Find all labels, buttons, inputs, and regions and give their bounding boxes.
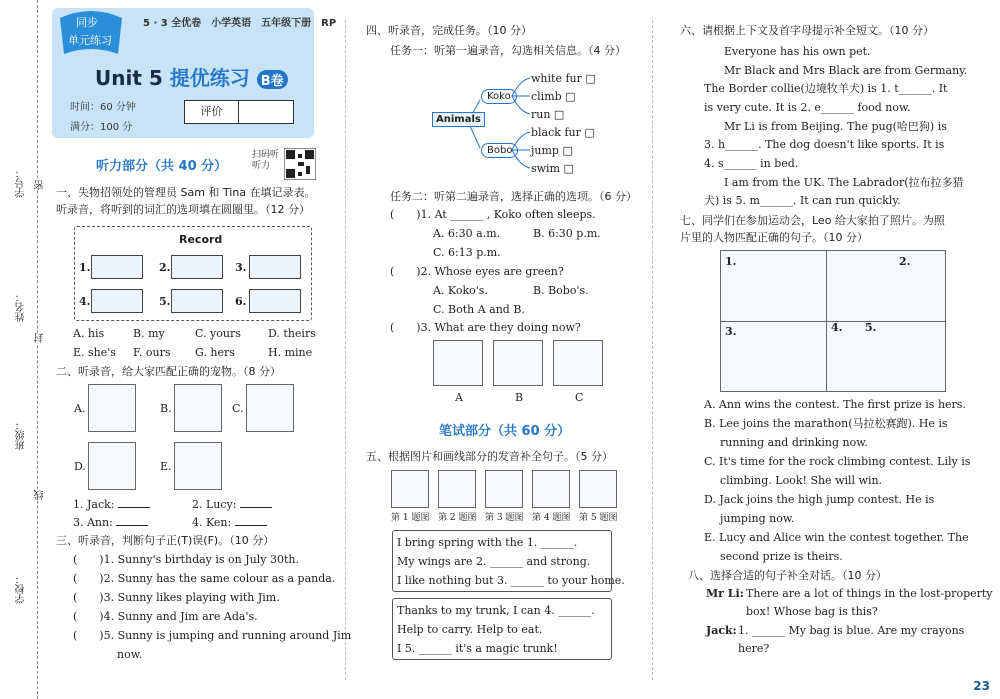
pet-label: A. [74,402,86,415]
cat-picture [174,384,222,432]
dialogue-line: box! Whose bag is this? [746,605,878,618]
animals-picture-c [553,340,603,386]
passage-line[interactable]: The Border collie(边境牧羊犬) is 1. t______. It [704,82,948,95]
column-divider [345,20,346,680]
mc-question[interactable]: ( )2. Whose eyes are green? [390,265,564,278]
record-num: 3. [235,261,247,274]
animals-picture-b [493,340,543,386]
poem-line[interactable]: My wings are 2. ______ and strong. [397,555,591,568]
evaluation-box [184,100,294,124]
pic-caption: 第 3 题图 [485,513,524,523]
passage-line[interactable]: 犬) is 5. m______. It can run quickly. [704,194,901,207]
record-num: 2. [159,261,171,274]
mindmap-center: Animals [432,112,485,127]
pet-answer-label: 3. Ann: [73,516,113,529]
rabbit-picture [88,442,136,490]
pet-label: E. [160,460,172,473]
mc-option: B. 6:30 p.m. [533,227,601,240]
passage-line: Mr Black and Mrs Black are from Germany. [724,64,968,77]
title-juan: B卷 [257,70,288,89]
tf-item[interactable]: ( )5. Sunny is jumping and running around Jim [73,629,352,642]
mi-label: 密 [35,180,46,190]
passage-line: Everyone has his own pet. [724,45,871,58]
pet-answer [192,496,272,513]
dialogue-line: here? [738,642,770,655]
badge-line1: 同步 [76,16,98,29]
photo-number: 3. [725,325,737,338]
record-num: 5. [159,295,171,308]
pet-label: D. [74,460,86,473]
koko-option[interactable]: white fur □ [531,72,596,85]
school-label: 学校： [16,574,27,604]
mc-question[interactable]: ( )1. At ______ , Koko often sleeps. [390,208,596,221]
record-table [74,226,312,321]
q3-prompt: 三、听录音，判断句子正(T)误(F)。（10 分） [56,534,275,547]
speaker-label: Mr Li: [706,587,744,600]
option: B. my [133,327,165,340]
eraser-icon [249,289,301,313]
mc-option: C. 6:13 p.m. [433,246,501,259]
tf-item[interactable]: ( )1. Sunny's birthday is on July 30th. [73,553,299,566]
feng-label: 封 [35,333,46,343]
pet-label: B. [160,402,172,415]
pic-label: A [455,391,463,404]
boy-thinking-picture [579,470,617,508]
listening-title: 听力部分（共 40 分） [96,159,228,174]
wing-picture [438,470,476,508]
speaker-label: Jack: [706,624,737,637]
option: G. hers [195,346,235,359]
match-option: D. Jack joins the high jump contest. He is [704,493,935,506]
option: H. mine [268,346,313,359]
tf-item[interactable]: ( )3. Sunny likes playing with Jim. [73,591,280,604]
eraser-icon [171,289,223,313]
passage-line[interactable]: 3. h______. The dog doesn't like sports. It is [704,138,945,151]
scan-label: 扫码听听力 [252,150,280,171]
poem-line[interactable]: I like nothing but 3. ______ to your home. [397,574,625,587]
match-option: E. Lucy and Alice win the contest together. The [704,531,969,544]
mc-option: C. Both A and B. [433,303,525,316]
qr-code-icon[interactable] [284,148,316,180]
elephant-picture [532,470,570,508]
pic-caption: 第 1 题图 [391,513,430,523]
cut-line [37,0,38,699]
match-option: C. It's time for the rock climbing contest. Lily is [704,455,971,468]
score-label: 满分：100 分 [70,122,133,133]
class-label: 班级： [16,420,27,450]
pet-answer [73,514,148,531]
poem-line: Help to carry. Help to eat. [397,623,543,636]
pet-answer-label: 4. Ken: [192,516,232,529]
record-title: Record [179,233,223,246]
q7-prompt: 七、同学们在参加运动会，Leo 给大家拍了照片。为照片里的人物匹配正确的句子。（10 分） [680,214,945,244]
mc-question[interactable]: ( )3. What are they doing now? [390,321,581,334]
name-label: 姓名： [16,292,27,322]
pet-answer-label: 1. Jack: [73,498,115,511]
dialogue-line: There are a lot of things in the lost-property [746,587,993,600]
answer-blank[interactable] [116,514,148,526]
title-unit: Unit 5 [95,66,163,90]
q5-prompt: 五、根据图片和画线部分的发音补全句子。（5 分） [366,450,613,463]
task1-prompt: 任务一：听第一遍录音，勾选相关信息。（4 分） [390,44,626,57]
bobo-option[interactable]: black fur □ [531,126,595,139]
passage-line[interactable]: 4. s______ in bed. [704,157,799,170]
passage-line[interactable]: is very cute. It is 2. e______ food now. [704,101,911,114]
photo-number: 5. [865,321,877,334]
mc-option: A. 6:30 a.m. [433,227,501,240]
dialogue-line[interactable]: 1. ______ My bag is blue. Are my crayons [738,624,965,637]
mc-option: B. Bobo's. [533,284,589,297]
title-practice: 提优练习 [169,66,250,90]
photo-number: 1. [725,255,737,268]
photo-number: 4. [831,321,843,334]
option: E. she's [73,346,116,359]
parrot-picture [174,442,222,490]
option: A. his [73,327,105,340]
pic-caption: 第 2 题图 [438,513,477,523]
tf-item[interactable]: ( )2. Sunny has the same colour as a panda. [73,572,336,585]
mc-option: A. Koko's. [433,284,488,297]
sports-day-picture [720,250,946,392]
pic-caption: 第 4 题图 [532,513,571,523]
tf-item-cont: now. [117,648,143,661]
match-option: running and drinking now. [720,436,868,449]
student-no-label: 学号： [16,168,27,198]
answer-blank[interactable] [235,514,267,526]
match-option: second prize is theirs. [720,550,843,563]
option: D. theirs [268,327,316,340]
dalmatian-picture [246,384,294,432]
bobo-option[interactable]: jump □ [531,144,573,157]
pen-icon [91,255,143,279]
animals-picture-a [433,340,483,386]
time-label: 时间：60 分钟 [70,102,136,113]
poem-line[interactable]: Thanks to my trunk, I can 4. ______. [397,604,595,617]
passage-line: I am from the UK. The Labrador(拉布拉多猎 [724,176,964,189]
pet-answer-label: 2. Lucy: [192,498,237,511]
page-number: 23 [973,679,990,693]
poem-box-2 [392,598,612,660]
option: F. ours [133,346,171,359]
bobo-option[interactable]: swim □ [531,162,574,175]
mindmap-bobo: Bobo [481,143,518,158]
match-option: climbing. Look! She will win. [720,474,883,487]
task2-prompt: 任务二：听第二遍录音，选择正确的选项。（6 分） [390,190,637,203]
pencil-icon [171,255,223,279]
koko-option[interactable]: run □ [531,108,565,121]
record-num: 4. [79,295,91,308]
series-label: 5 · 3 全优卷 小学英语 五年级下册 RP [143,18,337,29]
pencil-case-icon [249,255,301,279]
mindmap-koko: Koko [481,89,517,104]
q4-prompt: 四、听录音，完成任务。（10 分） [366,24,532,37]
record-num: 6. [235,295,247,308]
badge-line2: 单元练习 [68,34,112,47]
option: C. yours [195,327,241,340]
answer-blank[interactable] [118,496,150,508]
evaluation-field[interactable] [239,101,293,123]
pet-label: C. [232,402,244,415]
q8-prompt: 八、选择合适的句子补全对话。（10 分） [688,569,887,582]
answer-blank[interactable] [240,496,272,508]
writing-title: 笔试部分（共 60 分） [439,424,571,439]
tf-item[interactable]: ( )4. Sunny and Jim are Ada's. [73,610,258,623]
bird-picture [485,470,523,508]
q1-prompt: 一、失物招领处的管理员 Sam 和 Tina 在填记录表。听录音，将听到的词汇的选项填在圆圈里。（12 分） [56,186,316,216]
pic-caption: 第 5 题图 [579,513,618,523]
music-picture [391,470,429,508]
koko-option[interactable]: climb □ [531,90,576,103]
page-title [95,62,288,91]
poem-box-1 [392,530,625,592]
pen-icon [91,289,143,313]
match-option: A. Ann wins the contest. The first prize is hers. [704,398,966,411]
poem-line[interactable]: I bring spring with the 1. ______. [397,536,578,549]
q6-prompt: 六、请根据上下文及首字母提示补全短文。（10 分） [680,24,934,37]
pet-answer [73,496,150,513]
xian-label: 线 [35,490,46,500]
pet-answer [192,514,267,531]
column-divider [652,20,653,680]
passage-line: Mr Li is from Beijing. The pug(哈巴狗) is [724,120,947,133]
pic-label: C [575,391,584,404]
dog-picture [88,384,136,432]
match-option: B. Lee joins the marathon(马拉松赛跑). He is [704,417,948,430]
evaluation-label: 评价 [185,101,239,123]
binding-margin [0,0,50,699]
match-option: jumping now. [720,512,795,525]
record-num: 1. [79,261,91,274]
poem-line[interactable]: I 5. ______ it's a magic trunk! [397,642,558,655]
photo-number: 2. [899,255,911,268]
pic-label: B [515,391,524,404]
q2-prompt: 二、听录音，给大家匹配正确的宠物。（8 分） [56,365,281,378]
